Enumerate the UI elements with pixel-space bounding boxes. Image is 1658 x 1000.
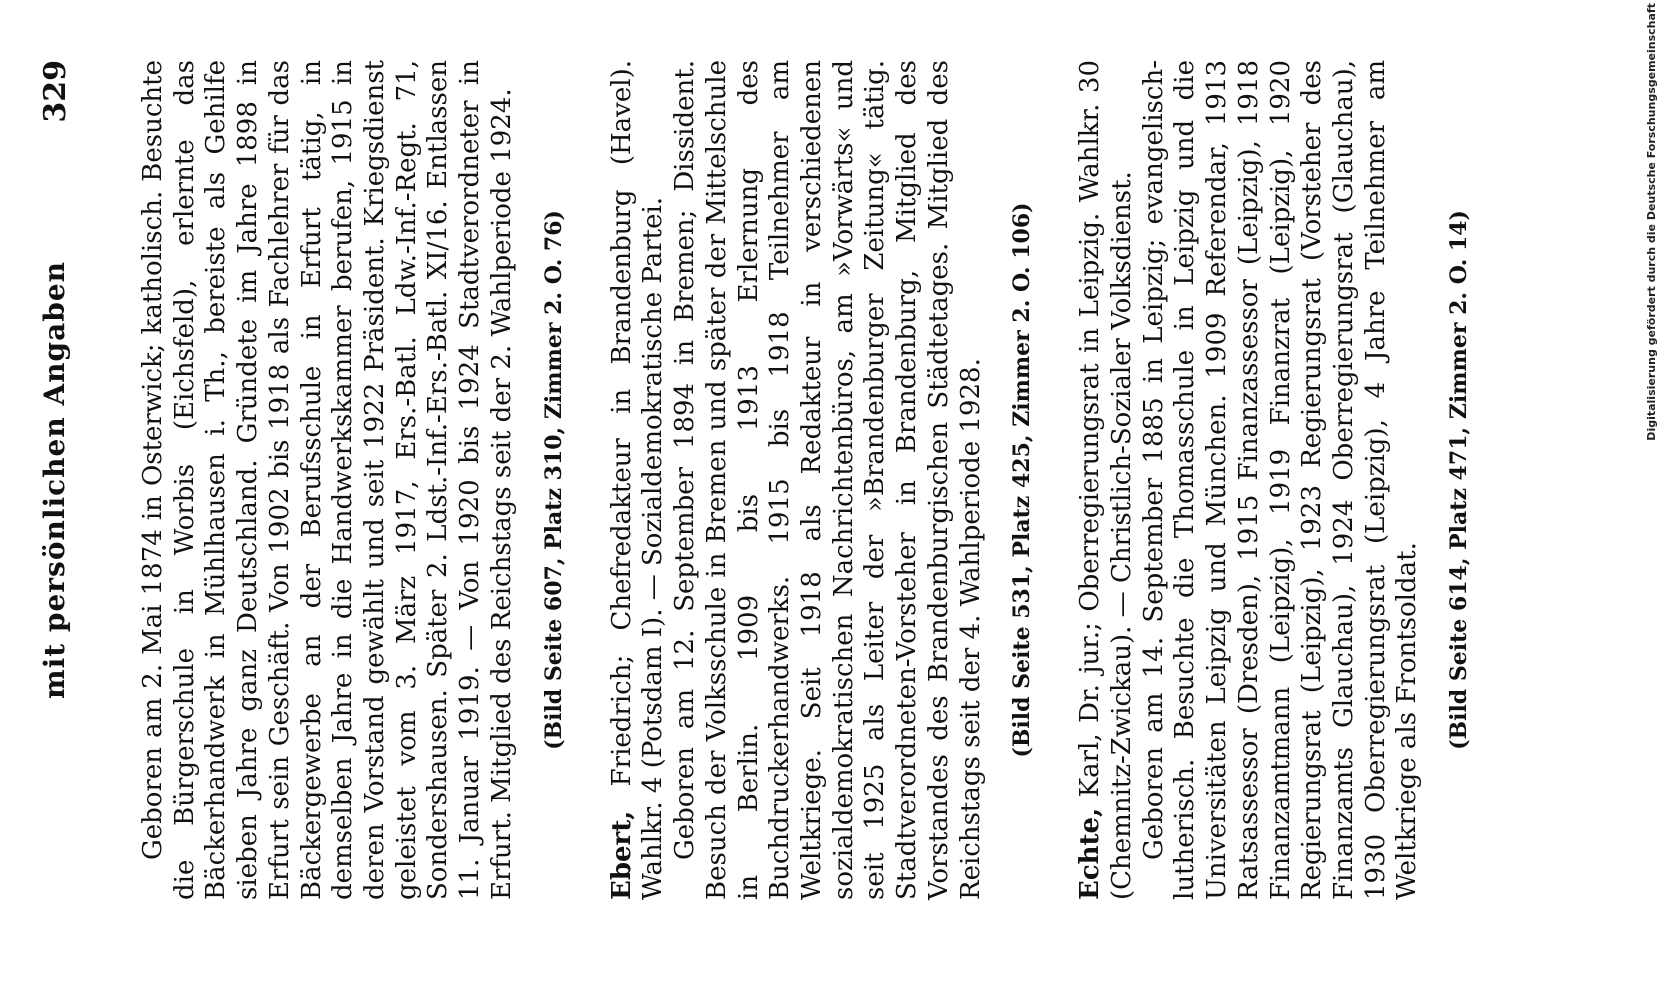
member-name: Ebert, [606, 810, 637, 900]
digitization-text: Digitalisierung gefördert durch die Deutsche Forschungsgemeinschaft [1645, 3, 1658, 441]
entry-heading [607, 60, 670, 900]
entry-text: Geboren am 14. September 1885 in Leipzig; evangelisch-lutherisch. Besuchte die Thomasschule in Leipzig und die Universitäten Leipzig und München. 1909 Referendar, 1913 Ratsassessor (Dresden), 1915 Finanzassessor (Leipzig), 1918 Finanzamtmann (Leipzig), 1919 Finanzrat (Leipzig), 1920 Regierungsrat (Leipzig), 1923 Regierungsrat (Vorsteher des Finanzamts Glauchau), 1924 Oberregierungsrat (Glauchau), 1930 Oberregierungsrat (Leipzig), 4 Jahre Teilnehmer am Weltkriege als Frontsoldat. [1138, 60, 1423, 900]
running-head: mit persönlichen Angaben [38, 260, 71, 700]
entry-paragraph [138, 60, 519, 900]
member-name: Echte, [1075, 807, 1106, 900]
entry-ebert [607, 60, 1036, 900]
digitization-note [1645, 0, 1658, 441]
page-number: 329 [38, 60, 73, 123]
entry-echte [1075, 60, 1472, 900]
entry-text: Friedrich; Chefredakteur in Brandenburg (Havel). Wahlkr. 4 (Potsdam I). — Sozialdemokratische Partei. [606, 60, 669, 900]
entry-text: Karl, Dr. jur.; Oberregierungsrat in Leipzig. Wahlkr. 30 (Chemnitz-Zwickau). — Christlich-Sozialer Volksdienst. [1075, 59, 1137, 900]
photo-reference: (Bild Seite 531, Platz 425, Zimmer 2. O. 106) [1009, 202, 1036, 758]
entry-1 [138, 60, 567, 900]
photo-reference: (Bild Seite 607, Platz 310, Zimmer 2. O. 76) [540, 210, 567, 750]
entry-paragraph [670, 60, 987, 900]
entry-paragraph [1139, 60, 1424, 900]
entry-text: Geboren am 2. Mai 1874 in Osterwick; katholisch. Besuchte die Bürgerschule in Worbis (Eichsfeld), erlernte das Bäckerhandwerk in Mühlhausen i. Th., bereiste als Gehilfe sieben Jahre ganz Deutschland. Gründete im Jahre 1898 in Erfurt sein Geschäft. Von 1902 bis 1918 als Fachlehrer für das Bäckergewerbe an der Berufsschule in Erfurt tätig, in demselben Jahre in die Handwerkskammer berufen, 1915 in deren Vorstand gewählt und seit 1922 Präsident. Kriegsdienst geleistet vom 3. März 1917, Ers.-Batl. Ldw.-Inf.-Regt. 71, Sondershausen. Später 2. Ldst.-Inf.-Ers.-Batl. XI/16. Entlassen 11. Januar 1919. — Von 1920 bis 1924 Stadtverordneter in Erfurt. Mitglied des Reichstags seit der 2. Wahlperiode 1924. [138, 60, 517, 900]
entry-heading [1075, 60, 1138, 900]
entry-text: Geboren am 12. September 1894 in Bremen; Dissident. Besuch der Volksschule in Bremen und später der Mittelschule in Berlin. 1909 bis 1913 Erlernung des Buchdruckerhandwerks. 1915 bis 1918 Teilnehmer am Weltkriege. Seit 1918 als Redakteur in verschiedenen sozialdemokratischen Nachrichtenbüros, am »Vorwärts« und seit 1925 als Leiter der »Brandenburger Zeitung« tätig. Stadtverordneten-Vorsteher in Brandenburg, Mitglied des Vorstandes des Brandenburgischen Städtetages. Mitglied des Reichstags seit der 4. Wahlperiode 1928. [670, 60, 986, 900]
photo-reference: (Bild Seite 614, Platz 471, Zimmer 2. O. 14) [1446, 210, 1473, 750]
page-header [38, 60, 108, 900]
